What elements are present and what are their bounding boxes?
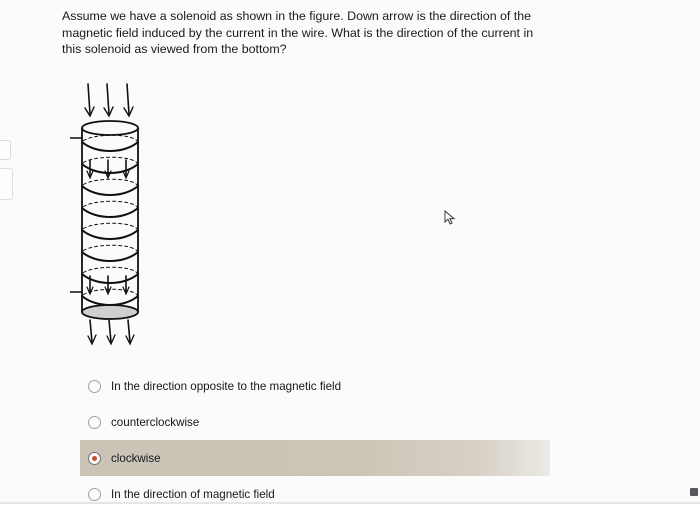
answer-options-list bbox=[80, 368, 550, 512]
mouse-pointer-icon bbox=[444, 210, 456, 226]
radio-button-3[interactable] bbox=[88, 488, 101, 501]
question-text: Assume we have a solenoid as shown in the figure. Down arrow is the direction of the magnetic field induced by the current in the wire. What is the direction of the current in this solenoid as viewed from the bottom? bbox=[62, 9, 534, 56]
scroll-indicator[interactable] bbox=[690, 488, 698, 496]
radio-button-0[interactable] bbox=[88, 380, 101, 393]
option-label-0: In the direction opposite to the magnetic field bbox=[111, 379, 342, 393]
page-edge-artifact-top bbox=[0, 140, 11, 160]
option-row-3[interactable] bbox=[80, 476, 550, 512]
option-row-0[interactable] bbox=[80, 368, 550, 404]
solenoid-figure bbox=[70, 80, 180, 360]
radio-button-1[interactable] bbox=[88, 416, 101, 429]
radio-button-2[interactable] bbox=[88, 452, 101, 465]
option-row-1[interactable] bbox=[80, 404, 550, 440]
option-label-2: clockwise bbox=[111, 451, 161, 465]
page-edge-artifact-bottom bbox=[0, 168, 13, 200]
option-row-2[interactable] bbox=[80, 440, 550, 476]
option-label-1: counterclockwise bbox=[111, 415, 200, 429]
option-label-3: In the direction of magnetic field bbox=[111, 487, 275, 501]
